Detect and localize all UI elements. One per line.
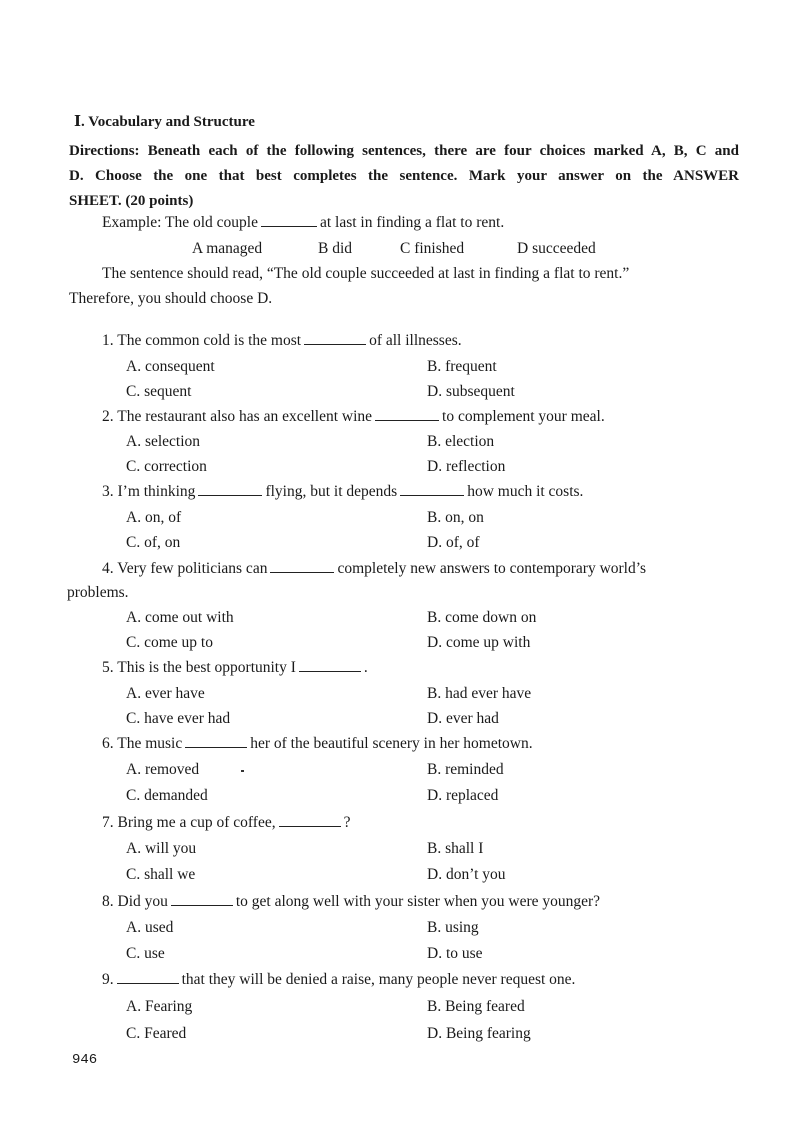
example-explanation-1: The sentence should read, “The old couple succeeded at last in finding a flat to rent.”: [102, 265, 630, 282]
example-choice-b: B did: [318, 240, 353, 257]
q2-option-c: C. correction: [126, 458, 207, 475]
question-text: that they will be denied a raise, many people never request one.: [181, 971, 576, 988]
q7-option-d: D. don’t you: [427, 866, 506, 883]
example-choice-d: D succeeded: [517, 240, 596, 257]
q3-option-d: D. of, of: [427, 534, 480, 551]
question-1: [102, 332, 462, 350]
question-number: 5.: [102, 659, 114, 676]
answer-blank: [185, 735, 247, 748]
q9-option-c: C. Feared: [126, 1025, 187, 1042]
question-number: 7.: [102, 814, 114, 831]
question-number: 2.: [102, 408, 114, 425]
answer-blank: [198, 483, 262, 496]
question-text: The common cold is the most: [117, 332, 302, 349]
example-blank: [261, 214, 317, 227]
question-4-continuation: problems.: [67, 584, 129, 601]
q1-option-d: D. subsequent: [427, 383, 515, 400]
q6-option-d: D. replaced: [427, 787, 499, 804]
question-text: to get along well with your sister when you were younger?: [235, 893, 601, 910]
question-text: completely new answers to contemporary world’s: [337, 560, 647, 577]
question-9: [102, 971, 575, 989]
question-number: 3.: [102, 483, 114, 500]
section-title: Ⅰ. Vocabulary and Structure: [74, 114, 255, 130]
question-number: 1.: [102, 332, 114, 349]
q8-option-b: B. using: [427, 919, 479, 936]
q9-option-d: D. Being fearing: [427, 1025, 531, 1042]
q5-option-b: B. had ever have: [427, 685, 532, 702]
answer-blank: [299, 659, 361, 672]
example-choice-c: C finished: [400, 240, 465, 257]
q3-option-a: A. on, of: [126, 509, 182, 526]
answer-blank: [117, 971, 179, 984]
q2-option-b: B. election: [427, 433, 495, 450]
q4-option-d: D. come up with: [427, 634, 531, 651]
answer-blank: [279, 814, 341, 827]
q4-option-a: A. come out with: [126, 609, 234, 626]
question-text: Very few politicians can: [117, 560, 268, 577]
answer-blank: [304, 332, 366, 345]
example-sentence: [102, 214, 504, 232]
question-text: of all illnesses.: [369, 332, 462, 349]
question-text: The music: [117, 735, 183, 752]
q7-option-a: A. will you: [126, 840, 197, 857]
example-choice-a: A managed: [192, 240, 263, 257]
example-rest: at last in finding a flat to rent.: [319, 214, 505, 231]
answer-blank: [375, 408, 439, 421]
question-3: [102, 483, 583, 501]
question-number: 6.: [102, 735, 114, 752]
answer-blank: [270, 560, 334, 573]
q8-option-c: C. use: [126, 945, 165, 962]
example-explanation-2: Therefore, you should choose D.: [69, 290, 273, 307]
q6-option-b: B. reminded: [427, 761, 504, 778]
question-text: Did you: [117, 893, 168, 910]
directions-line-3: SHEET. (20 points): [69, 193, 194, 209]
question-text: ?: [343, 814, 351, 831]
q7-option-c: C. shall we: [126, 866, 196, 883]
q3-option-c: C. of, on: [126, 534, 181, 551]
q1-option-c: C. sequent: [126, 383, 192, 400]
q5-option-a: A. ever have: [126, 685, 205, 702]
question-4: [102, 560, 646, 578]
page-number: 946: [72, 1052, 98, 1068]
q4-option-c: C. come up to: [126, 634, 213, 651]
q2-option-d: D. reflection: [427, 458, 506, 475]
example-lead: Example: The old couple: [102, 214, 258, 231]
stray-mark: [241, 770, 244, 772]
question-number: 8.: [102, 893, 114, 910]
question-text: Bring me a cup of coffee,: [117, 814, 276, 831]
question-6: [102, 735, 533, 753]
q3-option-b: B. on, on: [427, 509, 484, 526]
question-2: [102, 408, 605, 426]
question-7: [102, 814, 351, 832]
q4-option-b: B. come down on: [427, 609, 537, 626]
q9-option-a: A. Fearing: [126, 998, 193, 1015]
answer-blank: [400, 483, 464, 496]
q8-option-d: D. to use: [427, 945, 483, 962]
question-text: .: [363, 659, 368, 676]
question-number: 4.: [102, 560, 114, 577]
question-text: how much it costs.: [467, 483, 584, 500]
q7-option-b: B. shall I: [427, 840, 484, 857]
q6-option-c: C. demanded: [126, 787, 208, 804]
question-text: to complement your meal.: [442, 408, 605, 425]
directions: [69, 139, 739, 214]
q5-option-d: D. ever had: [427, 710, 499, 727]
question-text: flying, but it depends: [265, 483, 398, 500]
question-text: This is the best opportunity I: [117, 659, 296, 676]
question-number: 9.: [102, 971, 114, 988]
question-text: her of the beautiful scenery in her hometown.: [250, 735, 533, 752]
q9-option-b: B. Being feared: [427, 998, 525, 1015]
q5-option-c: C. have ever had: [126, 710, 231, 727]
q6-option-a: A. removed: [126, 761, 200, 778]
directions-line-2: D. Choose the one that best completes the sentence. Mark your answer on the ANSWER: [69, 168, 739, 184]
answer-blank: [171, 893, 233, 906]
directions-line-1: Directions: Beneath each of the following sentences, there are four choices marked A, B, C and: [69, 143, 739, 159]
q1-option-b: B. frequent: [427, 358, 497, 375]
q2-option-a: A. selection: [126, 433, 201, 450]
question-5: [102, 659, 368, 677]
question-8: [102, 893, 600, 911]
question-text: I’m thinking: [117, 483, 196, 500]
question-text: The restaurant also has an excellent wine: [117, 408, 373, 425]
q8-option-a: A. used: [126, 919, 174, 936]
q1-option-a: A. consequent: [126, 358, 215, 375]
